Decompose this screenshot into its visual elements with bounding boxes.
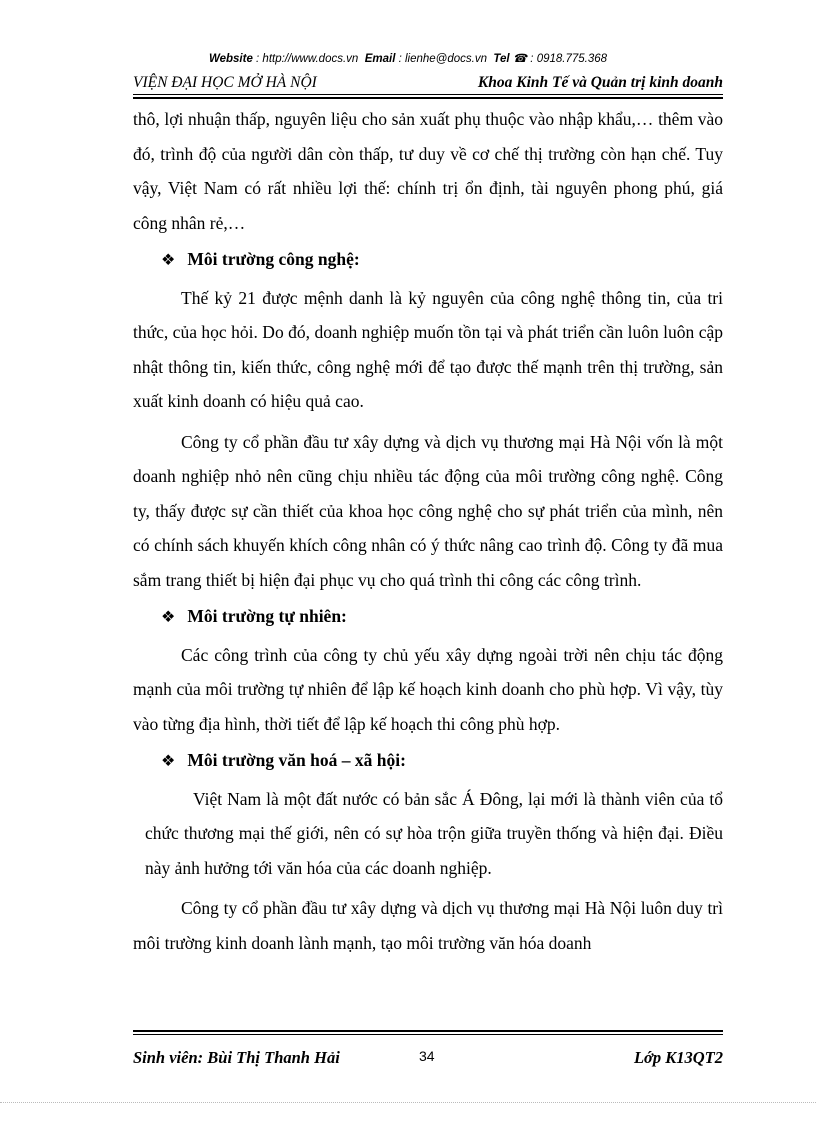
heading-culture	[133, 743, 723, 778]
page-body	[133, 102, 723, 960]
footer-rule	[133, 1034, 723, 1035]
footer-class: Lớp K13QT2	[633, 1048, 723, 1067]
header-faculty: Khoa Kinh Tế và Quản trị kinh doanh	[477, 74, 723, 91]
header-rule-thick	[133, 97, 723, 99]
paragraph-continued: thô, lợi nhuận thấp, nguyên liệu cho sản xuất phụ thuộc vào nhập khẩu,… thêm vào đó, trình độ của người dân còn thấp, tư duy về cơ chế thị trường còn hạn chế. Tuy vậy, Việt Nam có rất nhiều lợi thế: chính trị ổn định, tài nguyên phong phú, giá công nhân rẻ,…	[133, 109, 723, 233]
paragraph-technology-2: Công ty cổ phần đầu tư xây dựng và dịch vụ thương mại Hà Nội vốn là một doanh nghiệp nhỏ nên cũng chịu nhiều tác động của môi trường công nghệ. Công ty, thấy được sự cần thiết của khoa học công nghệ cho sự phát triển của mình, nên có chính sách khuyến khích công nhân có ý thức nâng cao trình độ. Công ty đã mua sắm trang thiết bị hiện đại phục vụ cho quá trình thi công các công trình.	[133, 431, 723, 590]
heading-culture-text: Môi trường văn hoá – xã hội:	[187, 750, 406, 770]
heading-nature-text: Môi trường tự nhiên:	[187, 606, 347, 626]
paragraph-nature: Các công trình của công ty chủ yếu xây dựng ngoài trời nên chịu tác động mạnh của môi trường tự nhiên để lập kế hoạch kinh doanh cho phù hợp. Vì vậy, tùy vào từng địa hình, thời tiết để lập kế hoạch thi công phù hợp.	[133, 644, 723, 734]
header-institute: VIỆN ĐẠI HỌC MỞ HÀ NỘI	[133, 74, 317, 91]
website-banner	[0, 51, 816, 65]
header-rule	[133, 94, 723, 95]
email-value[interactable]: : lienhe@docs.vn	[398, 53, 487, 65]
heading-technology-text: Môi trường công nghệ:	[187, 249, 360, 269]
diamond-bullet-icon: ❖	[161, 753, 176, 770]
footer-student: Sinh viên: Bùi Thị Thanh Hải	[133, 1048, 340, 1067]
page-edge-divider	[0, 1102, 816, 1103]
heading-nature	[133, 599, 723, 634]
paragraph-culture-1: Việt Nam là một đất nước có bản sắc Á Đông, lại mới là thành viên của tổ chức thương mại thế giới, nên có sự hòa trộn giữa truyền thống và hiện đại. Điều này ảnh hưởng tới văn hóa của các doanh nghiệp.	[145, 788, 723, 878]
website-value[interactable]: : http://www.docs.vn	[256, 53, 359, 65]
page-footer	[133, 1030, 723, 1070]
page-header	[133, 71, 723, 97]
tel-label: Tel	[493, 53, 510, 65]
paragraph-culture-2: Công ty cổ phần đầu tư xây dựng và dịch vụ thương mại Hà Nội luôn duy trì môi trường kinh doanh lành mạnh, tạo môi trường văn hóa doanh	[133, 898, 723, 953]
diamond-bullet-icon: ❖	[161, 609, 176, 626]
footer-rule-thick	[133, 1030, 723, 1032]
tel-value: ☎ : 0918.775.368	[512, 53, 608, 65]
website-label: Website	[208, 53, 253, 65]
email-label: Email	[364, 53, 396, 65]
page-number: 34	[419, 1048, 435, 1064]
heading-technology	[133, 242, 723, 277]
diamond-bullet-icon: ❖	[161, 252, 176, 269]
paragraph-technology-1: Thế kỷ 21 được mệnh danh là kỷ nguyên của công nghệ thông tin, của tri thức, của học hỏi. Do đó, doanh nghiệp muốn tồn tại và phát triển cần luôn luôn cập nhật thông tin, kiến thức, công nghệ mới để tạo được thế mạnh trên thị trường, sản xuất kinh doanh có hiệu quả cao.	[133, 287, 723, 411]
